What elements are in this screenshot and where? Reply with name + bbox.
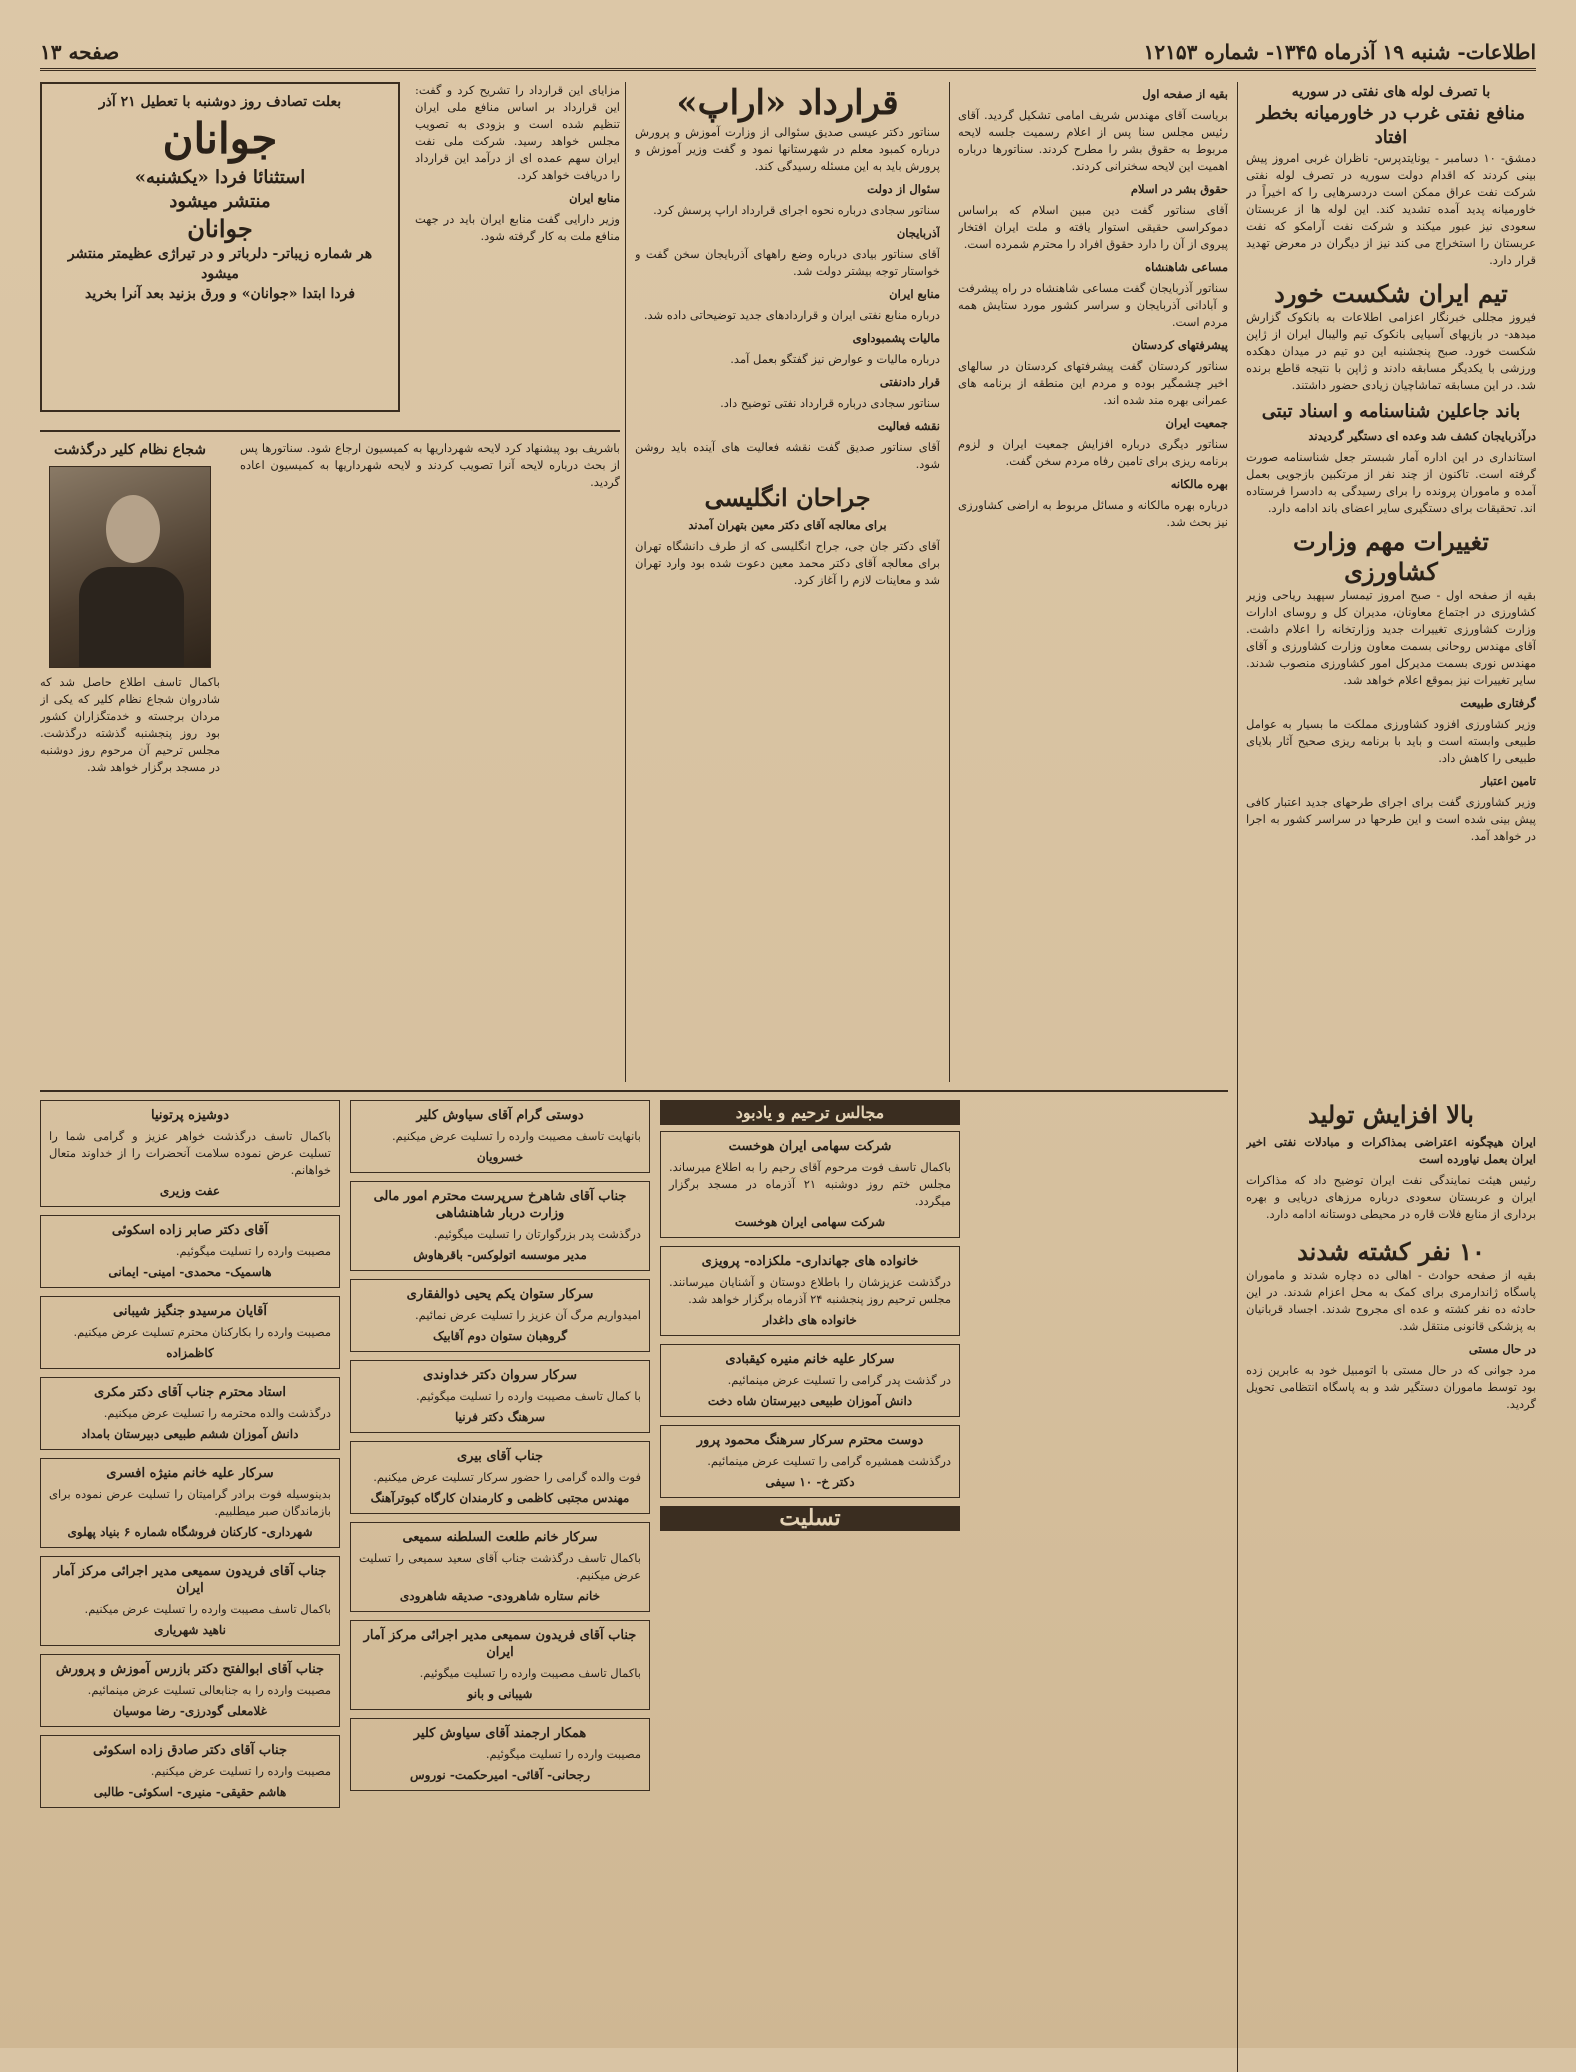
memorial-banner: مجالس ترحیم و یادبود — [660, 1100, 960, 1125]
notice-title: آقای دکتر صابر زاده اسکوئی — [111, 1223, 269, 1238]
notice-body: درگذشت عزیزشان را باطلاع دوستان و آشنایان میرسانند. مجلس ترحیم روز پنجشنبه ۲۴ آذرماه برگزار خواهد شد. — [669, 1275, 951, 1306]
notice-sign: مدیر موسسه اتولوکس- باقرهاوش — [413, 1248, 587, 1262]
column-rule — [949, 82, 950, 1082]
notice-box — [350, 1100, 650, 1173]
oil-column — [415, 82, 620, 412]
notice-sign: هاسمیک- محمدی- امینی- ایمانی — [108, 1265, 272, 1279]
notice-title: استاد محترم جناب آقای دکتر مکری — [94, 1385, 286, 1400]
column-right — [1246, 82, 1536, 1082]
notice-title: خانواده های جهانداری- ملکزاده- پرویزی — [701, 1254, 919, 1269]
notice-body: درگذشت همشیره گرامی را تسلیت عرض مینمائیم. — [707, 1454, 951, 1468]
middle-text3: سناتور کردستان گفت پیشرفتهای کردستان در سالهای اخیر چشمگیر بوده و مردم این منطقه از برنامه های عمرانی بهره مند شده اند. — [958, 359, 1228, 407]
notice-box — [350, 1718, 650, 1791]
oil-text: وزیر دارایی گفت منابع ایران باید در جهت منافع ملت به کار گرفته شود. — [415, 212, 620, 243]
agriculture-text2: وزیر کشاورزی گفت برای اجرای طرحهای جدید اعتبار کافی پیش بینی شده است و این طرحها در سراسر کشور به اجرا در خواهد آمد. — [1246, 795, 1536, 843]
obit-block — [40, 440, 220, 782]
arp-sub6: نقشه فعالیت — [877, 419, 940, 433]
notice-box — [660, 1344, 960, 1417]
notice-box — [350, 1279, 650, 1352]
notices-col-mid — [350, 1100, 650, 2000]
youth-notice: بعلت تصادف روز دوشنبه با تعطیل ۲۱ آذر — [98, 94, 342, 110]
notice-title: همکار ارجمند آقای سیاوش کلیر — [413, 1726, 587, 1741]
notice-sign: غلامعلی گودرزی- رضا موسیان — [113, 1704, 267, 1718]
middle-text1: آقای سناتور گفت دین مبین اسلام که براساس دموکراسی حقیقی استوار یافته و ملت ایران افتخار پیروی از آن را دارد حقوق افراد را محترم شمرده است. — [958, 203, 1228, 251]
column-right-lower — [1246, 1100, 1536, 2000]
youth-title: جوانان — [162, 114, 278, 163]
notice-sign: عفت وزیری — [159, 1184, 221, 1198]
middle-text5: درباره بهره مالکانه و مسائل مربوط به اراضی کشاورزی نیز بحث شد. — [958, 498, 1228, 529]
sports-headline: تیم ایران شکست خورد — [1274, 279, 1508, 308]
notice-sign: دانش آموزان ششم طبیعی دبیرستان بامداد — [81, 1427, 299, 1441]
left-mid — [40, 440, 620, 1080]
notices-col-left — [40, 1100, 340, 2000]
notice-sign: مهندس مجتبی کاظمی و کارمندان کارگاه کبوترآهنگ — [370, 1491, 630, 1505]
pipeline-headline: منافع نفتی غرب در خاورمیانه بخطر افتاد — [1256, 103, 1526, 148]
notice-body: امیدواریم مرگ آن عزیز را تسلیت عرض نمائیم. — [414, 1308, 641, 1322]
agriculture-sub2: تامین اعتبار — [1480, 774, 1536, 788]
arp-body: سناتور دکتر عیسی صدیق سئوالی از وزارت آموزش و پرورش درباره کمبود معلم در شهرستانها نمود و گفت وزیر آموزش و پرورش باید به این مسئله رسیدگی کند. — [635, 125, 940, 173]
notice-sign: خانم ستاره شاهرودی- صدیقه شاهرودی — [399, 1589, 601, 1603]
notice-box — [350, 1441, 650, 1514]
youth-line1: استثنائا فردا «یکشنبه» — [134, 167, 306, 188]
column-rule — [625, 82, 626, 1082]
notices-list — [40, 1100, 340, 1808]
notice-title: جناب آقای شاهرخ سرپرست محترم امور مالی وزارت دربار شاهنشاهی — [373, 1189, 627, 1221]
notice-body: باکمال تاسف درگذشت خواهر عزیز و گرامی شما را تسلیت عرض نموده سلامت آنحضرات را از خداوند متعال خواهانم. — [49, 1129, 331, 1177]
notice-title: جناب آقای دکتر صادق زاده اسکوئی — [92, 1743, 288, 1758]
notices-list — [350, 1100, 650, 1791]
continued-label: بقیه از صفحه اول — [1142, 87, 1228, 101]
notice-sign: کاظمزاده — [166, 1346, 214, 1360]
notice-body: باکمال تاسف فوت مرحوم آقای رحیم را به اطلاع میرساند. مجلس ختم روز دوشنبه ۲۱ آذرماه در مسجد برگزار میگردد. — [669, 1160, 951, 1208]
middle-sub5: بهره مالکانه — [1170, 477, 1228, 491]
notice-title: شرکت سهامی ایران هوخست — [728, 1139, 892, 1154]
notice-box — [350, 1181, 650, 1271]
notice-body: باکمال تاسف مصیبت وارده را تسلیت میگوئیم. — [419, 1666, 641, 1680]
column-middle — [958, 82, 1228, 1102]
pipeline-kicker: با تصرف لوله های نفتی در سوریه — [1291, 84, 1491, 100]
notice-body: باکمال تاسف درگذشت جناب آقای سعید سمیعی را تسلیت عرض میکنیم. — [359, 1551, 641, 1582]
middle-body: بریاست آقای مهندس شریف امامی تشکیل گردید. آقای رئیس مجلس سنا پس از اعلام رسمیت جلسه لایحه مربوط به حقوق بشر را مطرح کردند. سناتورها درباره اهمیت این لایحه سخنرانی کردند. — [958, 108, 1228, 173]
deaths-text: مرد جوانی که در حال مستی با اتومبیل خود به عابرین زده بود توسط ماموران دستگیر شد و به پاسگاه انتظامی تحویل گردید. — [1246, 1363, 1536, 1411]
notice-title: آقایان مرسیدو جنگیز شیبانی — [113, 1304, 267, 1319]
agriculture-sub1: گرفتاری طبیعت — [1460, 696, 1536, 710]
notice-body: مصیبت وارده را تسلیت عرض میکنیم. — [150, 1764, 331, 1778]
masthead-date: اطلاعات- شنبه ۱۹ آذرماه ۱۳۴۵- شماره ۱۲۱۵۳ — [1143, 40, 1536, 64]
notice-body: درگذشت پدر بزرگوارتان را تسلیت میگوئیم. — [433, 1227, 641, 1241]
notice-sign: سرهنگ دکتر فرنیا — [455, 1410, 545, 1424]
section-rule — [40, 430, 620, 432]
notice-box — [350, 1360, 650, 1433]
photo-body — [79, 567, 185, 667]
notice-title: سرکار خانم طلعت السلطنه سمیعی — [402, 1530, 598, 1545]
notice-title: دوست محترم سرکار سرهنگ محمود پرور — [696, 1433, 924, 1448]
shah-body: باشریف بود پیشنهاد کرد لایحه شهرداریها به کمیسیون ارجاع شود. سناتورها پس از بحث درباره لایحه آنرا تصویب کردند و لایحه شهرداریها به کمیسیون اعاده گردید. — [240, 441, 620, 489]
notice-box — [660, 1425, 960, 1498]
notice-sign: شیبانی و بانو — [467, 1687, 533, 1701]
forgers-body: استانداری در این اداره آمار شبستر جعل شناسنامه صورت گرفته است. تاکنون از چند نفر از مرتکبین بازجویی بعمل آمده و ماموران پرونده را برای رسیدگی به دادسرا فرستاده اند. تحقیقات برای دستگیری سایر اعضای باند ادامه دارد. — [1246, 450, 1536, 515]
notice-box — [40, 1654, 340, 1727]
arp-sub4: مالیات پشمبوداوی — [852, 331, 940, 345]
notice-box — [40, 1100, 340, 1207]
surgeons-sub: برای معالجه آقای دکتر معین بتهران آمدند — [688, 518, 887, 532]
arp-text2: آقای سناتور بیادی درباره وضع راههای آذربایجان سخن گفت و خواستار توجه بیشتر دولت شد. — [635, 247, 940, 278]
arp-sub3: منابع ایران — [889, 287, 940, 301]
obit-headline: شجاع نظام کلیر درگذشت — [53, 442, 207, 458]
page-number: صفحه ۱۳ — [40, 40, 120, 64]
youth-line4: فردا ابتدا «جوانان» و ورق بزنید بعد آنرا بخرید — [84, 286, 356, 302]
notice-body: مصیبت وارده را تسلیت میگوئیم. — [485, 1747, 641, 1761]
notice-box — [660, 1246, 960, 1336]
notice-title: جناب آقای ابوالفتح دکتر بازرس آموزش و پرورش — [55, 1662, 325, 1677]
arp-headline: قرارداد «اراپ» — [676, 83, 899, 123]
notice-body: بدینوسیله فوت برادر گرامیتان را تسلیت عرض نموده برای بازماندگان صبر میطلبیم. — [49, 1487, 331, 1518]
notice-title: جناب آقای بیری — [456, 1449, 544, 1464]
youth-line2: منتشر میشود — [169, 191, 271, 212]
notice-body: فوت والده گرامی را حضور سرکار تسلیت عرض میکنیم. — [373, 1470, 641, 1484]
notice-title: دوستی گرام آقای سیاوش کلیر — [416, 1108, 584, 1123]
notice-sign: گروهبان ستوان دوم آقابیک — [432, 1329, 568, 1343]
notice-body: بانهایت تاسف مصیبت وارده را تسلیت عرض میکنیم. — [392, 1129, 641, 1143]
arp-text4: درباره مالیات و عوارض نیز گفتگو بعمل آمد. — [730, 352, 940, 366]
middle-sub3: پیشرفتهای کردستان — [1131, 338, 1228, 352]
oil-body: مزایای این قرارداد را تشریح کرد و گفت: این قرارداد بر اساس منافع ملی ایران تنظیم شده است و بزودی به تصویب مجلس خواهد رسید. شرکت ملی نفت ایران سهم عمده ای از درآمد این قرارداد را دریافت خواهد کرد. — [415, 83, 620, 182]
agriculture-headline: تغییرات مهم وزارت کشاورزی — [1293, 527, 1489, 586]
notice-box — [40, 1458, 340, 1548]
notice-body: مصیبت وارده را بکارکنان محترم تسلیت عرض میکنیم. — [73, 1325, 331, 1339]
sports-body: فیروز مجللی خبرنگار اعزامی اطلاعات به بانکوک گزارش میدهد- در بازیهای آسیایی بانکوک تیم والیبال ایران از ژاپن شکست خورد. صبح پنجشنبه این دو تیم در میدان دهکده ورزشی با یکدیگر مسابقه دادند و ژاپن با نتیجه قاطع برنده شد. در این مسابقه تماشاچیان زیادی حضور داشتند. — [1246, 310, 1536, 392]
notice-box — [40, 1735, 340, 1808]
notice-sign: شرکت سهامی ایران هوخست — [734, 1215, 886, 1229]
notice-title: جناب آقای فریدون سمیعی مدیر اجرائی مرکز آمار ایران — [363, 1628, 637, 1660]
youth-ad — [40, 82, 620, 422]
notice-body: مصیبت وارده را تسلیت میگوئیم. — [175, 1244, 331, 1258]
middle-sub2: مساعی شاهنشاه — [1145, 260, 1228, 274]
notice-sign: دکتر خ- ۱۰ سیفی — [765, 1475, 855, 1489]
arp-sub1: سئوال از دولت — [867, 182, 940, 196]
deaths-sub: در حال مستی — [1468, 1342, 1536, 1356]
deaths-headline: ۱۰ نفر کشته شدند — [1297, 1237, 1485, 1266]
notice-body: مصیبت وارده را به جنابعالی تسلیت عرض مینمائیم. — [87, 1683, 331, 1697]
notice-title: سرکار علیه خانم منیژه افسری — [106, 1466, 274, 1481]
notice-body: درگذشت والده محترمه را تسلیت عرض میکنیم. — [103, 1406, 331, 1420]
notice-title: سرکار علیه خانم منیره کیقبادی — [725, 1352, 895, 1367]
surgeons-body: آقای دکتر جان جی، جراح انگلیسی که از طرف دانشگاه تهران برای معالجه آقای دکتر محمد معین دعوت شده بود وارد تهران شد و معاینات لازم را آغاز کرد. — [635, 539, 940, 587]
obit-photo — [49, 466, 211, 668]
oil-sub: منابع ایران — [569, 191, 620, 205]
notices-col-right — [660, 1100, 960, 2000]
notice-title: جناب آقای فریدون سمیعی مدیر اجرائی مرکز آمار ایران — [53, 1564, 327, 1596]
forgers-headline: باند جاعلین شناسنامه و اسناد تبتی — [1261, 401, 1521, 422]
photo-face — [106, 495, 160, 563]
birth-sub: ایران هیچگونه اعتراضی بمذاکرات و مبادلات نفتی اخیر ایران بعمل نیاورده است — [1246, 1135, 1536, 1166]
notice-sign: شهرداری- کارکنان فروشگاه شماره ۶ بنیاد پهلوی — [67, 1525, 313, 1539]
notice-body: باکمال تاسف مصیبت وارده را تسلیت عرض میکنیم. — [84, 1602, 331, 1616]
notice-box — [350, 1620, 650, 1710]
obit-body: باکمال تاسف اطلاع حاصل شد که شادروان شجاع نظام کلیر که یکی از مردان برجسته و خدمتگزاران کشور بود روز پنجشنبه گذشته درگذشت. مجلس ترحیم آن مرحوم روز دوشنبه در مسجد برگزار خواهد شد. — [40, 675, 220, 774]
notice-box — [40, 1215, 340, 1288]
notice-sign: خسرویان — [476, 1150, 524, 1164]
pipeline-body: دمشق- ۱۰ دسامبر - یونایتدپرس- ناظران غربی امروز پیش بینی کردند که اقدام دولت سوریه در تصرف لوله نفتی شرکت نفت عراق ممکن است دردسرهایی را که اخیراً در خاورمیانه پدید آمده تشدید کند. این لوله ها از عربستان سعودی نیز عبور میکند و شرکت نفت آرامکو که نفت عربستان را استخراج می کند نیز از دیگران در معرض تهدید قرار دارد. — [1246, 151, 1536, 267]
column-rule — [1237, 82, 1238, 2072]
arp-text3: درباره منابع نفتی ایران و قراردادهای جدید توضیحاتی داده شد. — [643, 308, 940, 322]
condolence-banner: تسلیت — [660, 1506, 960, 1531]
notice-body: در گذشت پدر گرامی را تسلیت عرض مینمائیم. — [727, 1373, 951, 1387]
notice-title: دوشیزه پرتونیا — [150, 1108, 230, 1123]
section-rule — [40, 1090, 1228, 1092]
arp-text1: سناتور سجادی درباره نحوه اجرای قرارداد اراپ پرسش کرد. — [653, 203, 940, 217]
youth-line3: هر شماره زیباتر- دلرباتر و در تیراژی عظیمتر منتشر میشود — [67, 246, 373, 282]
birth-headline: بالا افزایش تولید — [1308, 1100, 1474, 1129]
shah-block — [240, 440, 620, 497]
notices-list — [660, 1131, 960, 1498]
notice-box — [40, 1296, 340, 1369]
notice-box — [40, 1377, 340, 1450]
forgers-sub: درآذربایجان کشف شد وعده ای دستگیر گردیدند — [1308, 429, 1536, 443]
arp-text5: سناتور سجادی درباره قرارداد نفتی توضیح داد. — [720, 396, 940, 410]
deaths-body: بقیه از صفحه حوادث - اهالی ده دچاره شدند و ماموران پاسگاه ژاندارمری برای کمک به محل اعزام شدند. در این حادثه ده نفر کشته و عده ای مجروح شدند. اجساد قربانیان به پزشکی قانونی منتقل شد. — [1246, 1268, 1536, 1333]
agriculture-body: بقیه از صفحه اول - صبح امروز تیمسار سپهبد ریاحی وزیر کشاورزی در اجتماع معاونان، مدیران کل و روسای ادارات وزارت کشاورزی تغییرات جدید وزارتخانه را اعلام داشت. آقای مهندس روحانی بسمت معاون وزارت کشاورزی و آقای مهندس نوری بسمت مدیرکل امور کشاورزی منصوب شدند. سایر تغییرات نیز بموقع اعلام خواهد شد. — [1246, 588, 1536, 687]
notice-box — [40, 1556, 340, 1646]
middle-text2: سناتور آذربایجان گفت مساعی شاهنشاه در راه پیشرفت و آبادانی آذربایجان و سراسر کشور مورد ستایش همه مردم است. — [958, 281, 1228, 329]
middle-text4: سناتور دیگری درباره افزایش جمعیت ایران و لزوم برنامه ریزی برای تامین رفاه مردم سخن گفت. — [958, 437, 1228, 468]
notice-sign: رجحانی- آقائی- امیرحکمت- نوروس — [409, 1768, 591, 1782]
notice-title: سرکار ستوان یکم یحیی ذوالفقاری — [406, 1287, 594, 1302]
birth-body: رئیس هیئت نمایندگی نفت ایران توضیح داد که مذاکرات ایران و عربستان سعودی درباره مرزهای دریایی و بهره برداری از منابع فلات قاره در محیطی دوستانه ادامه دارد. — [1246, 1173, 1536, 1221]
notice-sign: دانش آموزان طبیعی دبیرستان شاه دخت — [707, 1394, 913, 1408]
notice-body: با کمال تاسف مصیبت وارده را تسلیت میگوئیم. — [415, 1389, 641, 1403]
arp-sub2: آذربایجان — [896, 226, 940, 240]
notice-box — [350, 1522, 650, 1612]
middle-sub1: حقوق بشر در اسلام — [1130, 182, 1228, 196]
arp-sub5: قرار دادنفتی — [879, 375, 940, 389]
youth-title2: جوانان — [187, 214, 253, 243]
notice-sign: ناهید شهریاری — [154, 1623, 226, 1637]
masthead — [40, 36, 1536, 71]
notice-sign: هاشم حقیقی- منیری- اسکوئی- طالبی — [93, 1785, 287, 1799]
arp-text6: آقای سناتور صدیق گفت نقشه فعالیت های آینده باید روشن شود. — [635, 440, 940, 471]
middle-sub4: جمعیت ایران — [1165, 416, 1228, 430]
agriculture-text1: وزیر کشاورزی افزود کشاورزی مملکت ما بسیار به عوامل طبیعی وابسته است و باید با برنامه ریزی صحیح آثار بلایای طبیعی را کاهش داد. — [1246, 717, 1536, 765]
notice-title: سرکار سروان دکتر خداوندی — [422, 1368, 577, 1383]
notice-sign: خانواده های داغدار — [763, 1313, 857, 1327]
column-arp — [635, 82, 940, 1082]
youth-box — [40, 82, 400, 412]
notice-box — [660, 1131, 960, 1238]
surgeons-headline: جراحان انگلیسی — [704, 483, 871, 512]
